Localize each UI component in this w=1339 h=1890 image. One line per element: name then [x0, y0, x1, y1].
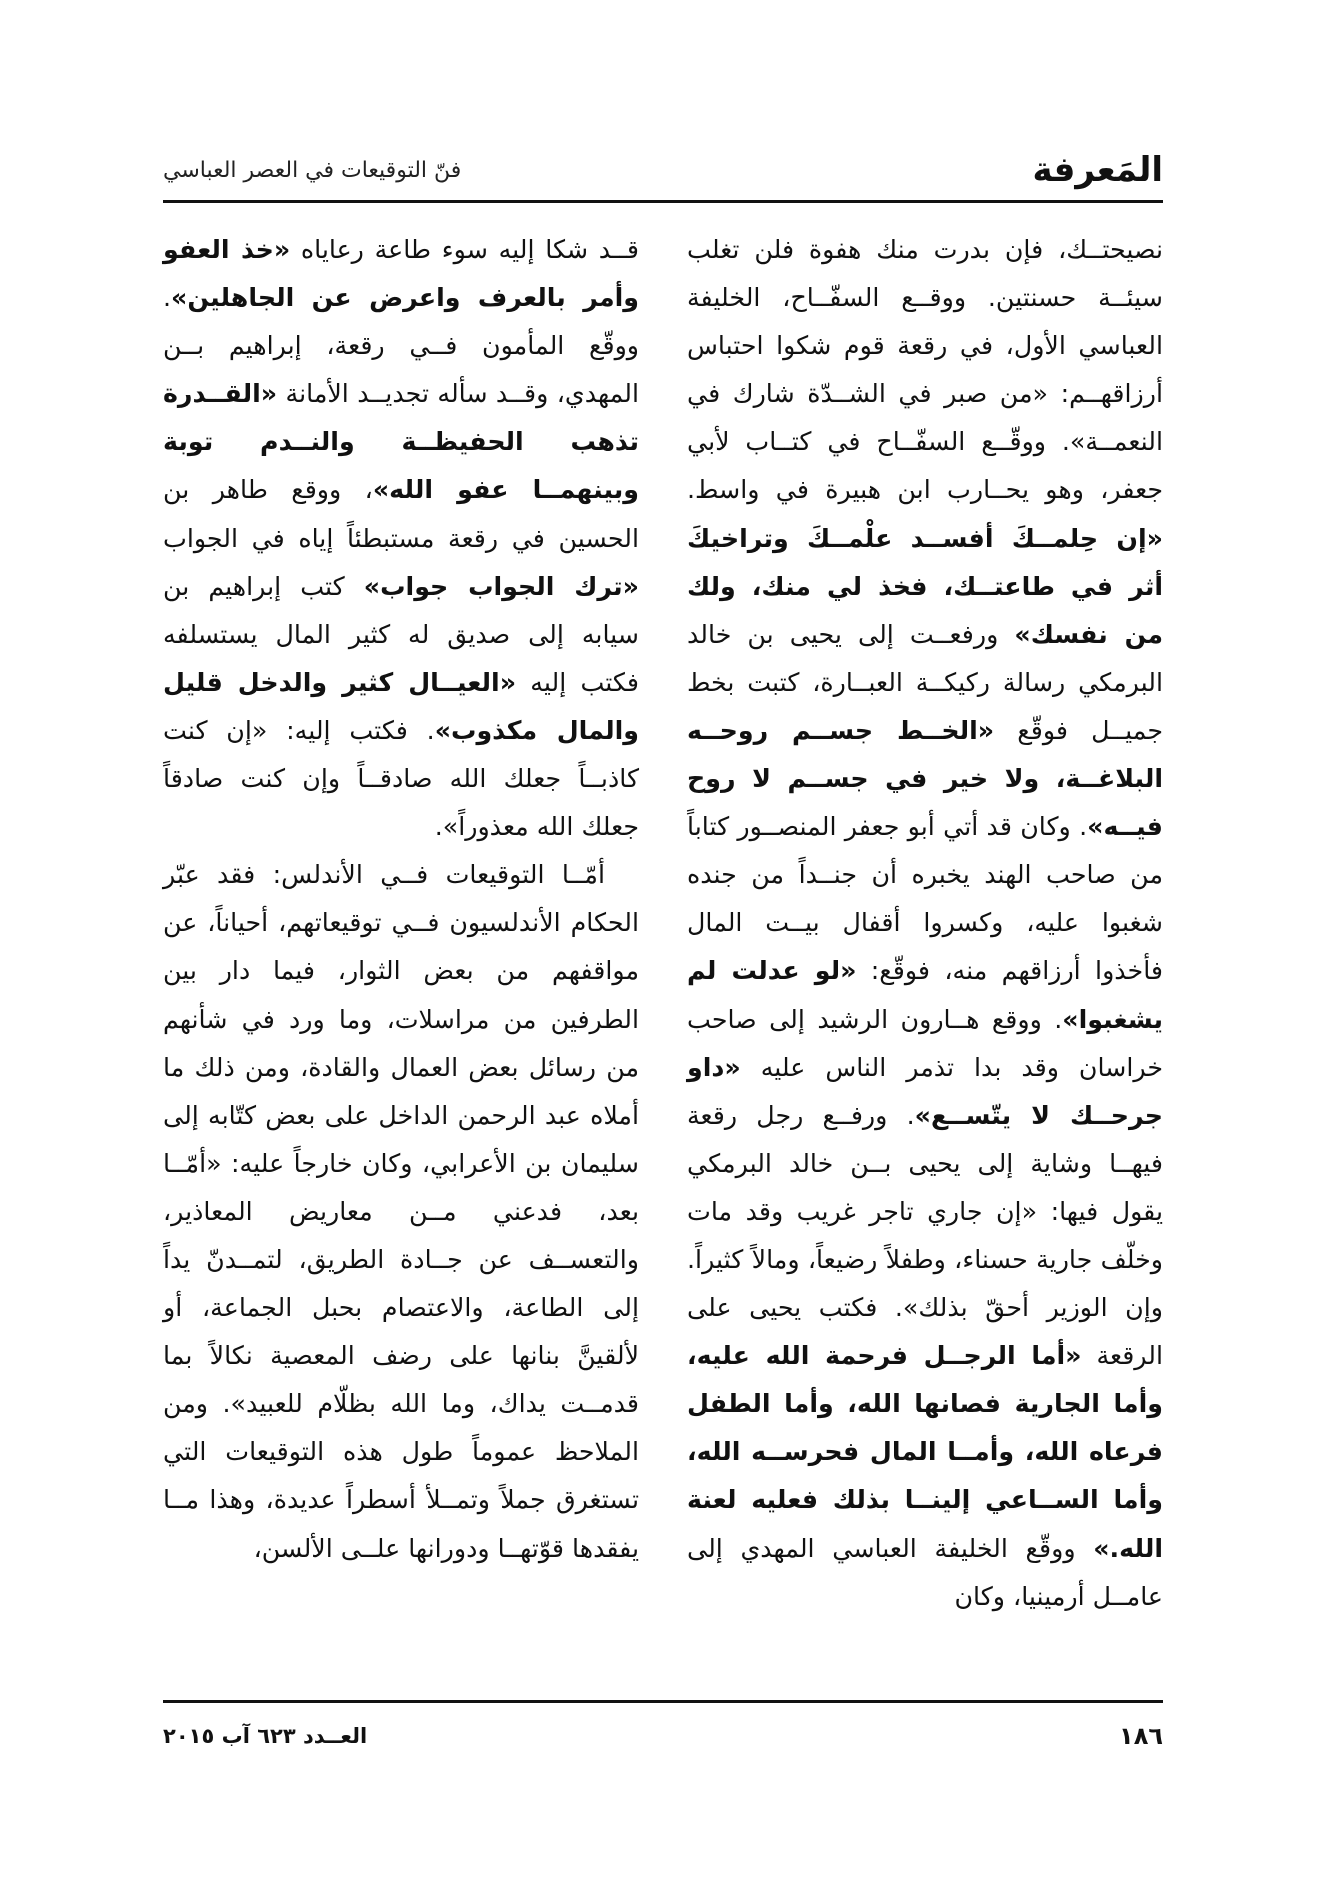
running-title: فنّ التوقيعات في العصر العباسي — [163, 158, 462, 183]
body-text: كتب إبراهيم بن سيابه إلى صديق له كثير المال يستسلفه فكتب إليه — [163, 571, 639, 697]
footer-rule — [163, 1700, 1163, 1703]
body-text: . ورفــع رجل رقعة فيهــا وشاية إلى يحيى بــن خالد البرمكي يقول فيها: «إن جاري تاجر غريب وقد مات وخلّف جارية حسناء، وطفلاً رضيعاً، ومالاً كثيراً. وإن الوزير أحقّ بذلك». فكتب يحيى على الرقعة — [687, 1100, 1163, 1371]
left-column-paragraph-2 — [163, 851, 639, 1572]
right-column-paragraph — [687, 226, 1163, 1621]
page-number: ١٨٦ — [1119, 1722, 1163, 1750]
page-footer — [163, 1722, 1163, 1762]
header-rule — [163, 200, 1163, 203]
quoted-tawqi: «أما الرجــل فرحمة الله عليه، وأما الجارية فصانها الله، وأما الطفل فرعاه الله، وأمــا المال فحرســه الله، وأما الســاعي إلينــا بذلك فعليه لعنة الله.» — [687, 1341, 1163, 1563]
quoted-tawqi: «الخــط جســم روحــه البلاغــة، ولا خير في جســم لا روح فيــه» — [687, 715, 1163, 842]
quoted-tawqi: «داو جرحــك لا يتّســع» — [687, 1052, 1164, 1130]
body-text: . ووقّع المأمون فــي رقعة، إبراهيم بــن المهدي، وقــد سأله تجديــد الأمانة — [163, 283, 639, 409]
right-column — [687, 226, 1163, 1621]
body-text: أمّــا التوقيعات فــي الأندلس: فقد عبّر الحكام الأندلسيون فــي توقيعاتهم، أحياناً، عن مواقفهم من بعض الثوار، فيما دار بين الطرفين من مراسلات، وما ورد في شأنهم من رسائل بعض العمال والقادة، ومن ذلك ما أملاه عبد الرحمن الداخل على بعض كتّابه إلى سليمان بن الأعرابي، وكان خارجاً عليه: «أمّــا بعد، فدعني مــن معاريض المعاذير، والتعســف عن جــادة الطريق، لتمــدنّ يداً إلى الطاعة، والاعتصام بحبل الجماعة، أو لألقينَّ بنانها على رضف المعصية نكالاً بما قدمــت يداك، وما الله بظلّام للعبيد». ومن الملاحظ عموماً طول هذه التوقيعات التي تستغرق جملاً وتمــلأ أسطراً عديدة، وهذا مــا يفقدها قوّتهــا ودورانها علــى الألسن، — [163, 860, 639, 1563]
body-text: ، ووقع طاهر بن الحسين في رقعة مستبطئاً إياه في الجواب — [163, 475, 639, 553]
quoted-tawqi: «ترك الجواب جواب» — [363, 571, 639, 601]
magazine-logo: المَعرفة — [1032, 150, 1163, 190]
body-text: قــد شكا إليه سوء طاعة رعاياه — [290, 235, 639, 264]
left-column-paragraph-1 — [163, 226, 639, 851]
body-columns — [163, 226, 1163, 1696]
body-text: ورفعــت إلى يحيى بن خالد البرمكي رسالة ركيكــة العبــارة، كتبت بخط جميــل فوقّع — [687, 619, 1163, 745]
body-text: . وكان قد أتي أبو جعفر المنصــور كتاباً من صاحب الهند يخبره أن جنــداً من جنده شغبوا عليه، وكسروا أقفال بيــت المال فأخذوا أرزاقهم منه، فوقّع: — [687, 812, 1163, 986]
left-column — [163, 226, 639, 1573]
quoted-tawqi: «القــدرة تذهب الحفيظــة والنــدم توبة وبينهمــا عفو الله» — [163, 379, 640, 505]
quoted-tawqi: «لو عدلت لم يشغبوا» — [687, 956, 1163, 1034]
page-header — [163, 148, 1163, 198]
quoted-tawqi: «إن حِلمــكَ أفســد علْمــكَ وتراخيكَ أثر في طاعتــك، فخذ لي منك، ولك من نفسك» — [687, 523, 1163, 649]
body-text: نصيحتــك، فإن بدرت منك هفوة فلن تغلب سيئــة حسنتين. ووقــع السفّــاح، الخليفة العباسي الأول، في رقعة قوم شكوا احتباس أرزاقهــم: «من صبر في الشــدّة شارك في النعمــة». ووقّــع السفّــاح في كتــاب لأبي جعفر، وهو يحــارب ابن هبيرة في واسط. — [687, 235, 1163, 505]
body-text: . ووقع هــارون الرشيد إلى صاحب خراسان وقد بدا تذمر الناس عليه — [687, 1004, 1163, 1082]
body-text: ووقّع الخليفة العباسي المهدي إلى عامــل أرمينيا، وكان — [687, 1533, 1163, 1611]
issue-info: العــدد ٦٢٣ آب ٢٠١٥ — [163, 1724, 368, 1748]
quoted-tawqi: «خذ العفو وأمر بالعرف واعرض عن الجاهلين» — [163, 235, 639, 313]
body-text: . فكتب إليه: «إن كنت كاذبــاً جعلك الله صادقــاً وإن كنت صادقاً جعلك الله معذوراً». — [163, 715, 639, 842]
quoted-tawqi: «العيــال كثير والدخل قليل والمال مكذوب» — [163, 667, 639, 745]
